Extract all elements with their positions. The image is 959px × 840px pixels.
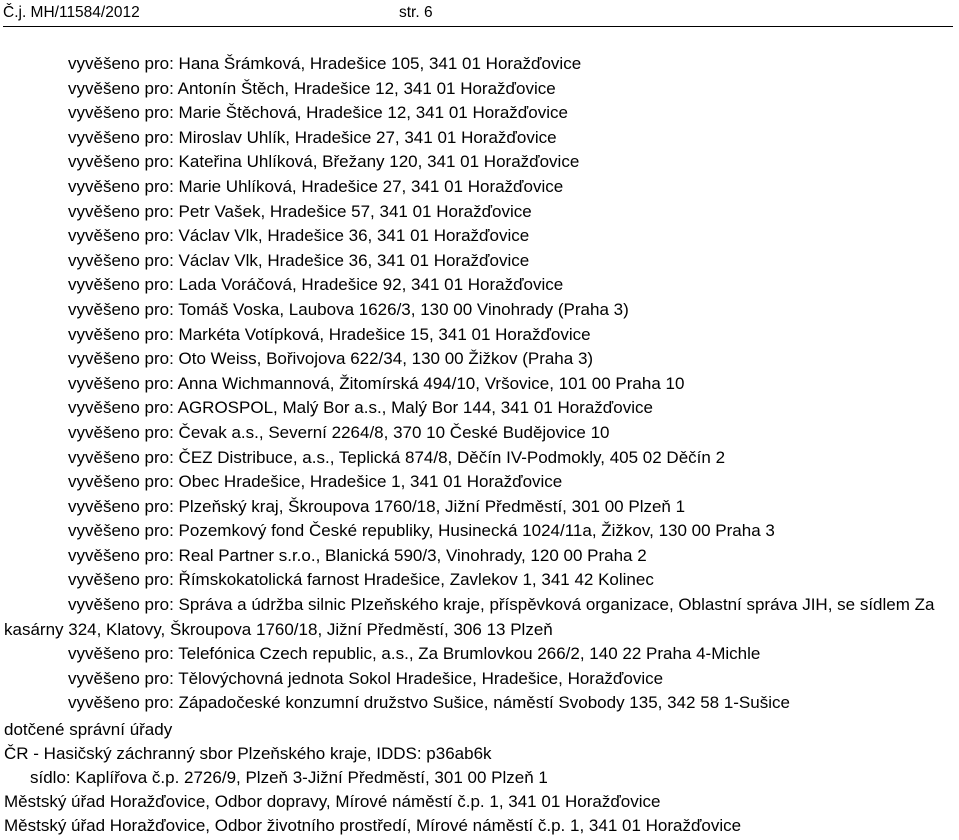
recipient-line: vyvěšeno pro: Plzeňský kraj, Škroupova 1760/18, Jižní Předměstí, 301 00 Plzeň 1	[68, 496, 686, 516]
recipient-line: vyvěšeno pro: Václav Vlk, Hradešice 36, 341 01 Horažďovice	[68, 226, 530, 246]
transport-department-entry: Městský úřad Horažďovice, Odbor dopravy, Mírové náměstí č.p. 1, 341 01 Horažďovice	[4, 792, 661, 811]
recipient-line: vyvěšeno pro: Západočeské konzumní družstvo Sušice, náměstí Svobody 135, 342 58 1-Sušice	[68, 693, 790, 713]
recipient-line: vyvěšeno pro: Pozemkový fond České republiky, Husinecká 1024/11a, Žižkov, 130 00 Praha 3	[68, 521, 775, 541]
recipient-line: vyvěšeno pro: Antonín Štěch, Hradešice 12, 341 01 Horažďovice	[68, 78, 556, 98]
authorities-section	[4, 718, 954, 838]
document-reference-number: Č.j. MH/11584/2012	[3, 4, 140, 21]
recipient-line: vyvěšeno pro: Hana Šrámková, Hradešice 105, 341 01 Horažďovice	[68, 54, 582, 73]
fire-service-address: sídlo: Kaplířova č.p. 2726/9, Plzeň 3-Jižní Předměstí, 301 00 Plzeň 1	[30, 768, 548, 787]
recipient-line: vyvěšeno pro: Real Partner s.r.o., Blanická 590/3, Vinohrady, 120 00 Praha 2	[68, 545, 647, 565]
fire-service-entry: ČR - Hasičský záchranný sbor Plzeňského kraje, IDDS: p36ab6k	[4, 744, 492, 763]
recipient-line: vyvěšeno pro: Římskokatolická farnost Hradešice, Zavlekov 1, 341 42 Kolinec	[68, 570, 654, 590]
recipient-line: vyvěšeno pro: Markéta Votípková, Hradešice 15, 341 01 Horažďovice	[68, 324, 591, 344]
header-divider	[3, 26, 953, 27]
recipient-line: vyvěšeno pro: AGROSPOL, Malý Bor a.s., Malý Bor 144, 341 01 Horažďovice	[68, 398, 653, 418]
page-number: str. 6	[399, 4, 433, 21]
environment-department-entry: Městský úřad Horažďovice, Odbor životního prostředí, Mírové náměstí č.p. 1, 341 01 Horažďovice	[4, 816, 742, 835]
recipient-line: vyvěšeno pro: Tělovýchovná jednota Sokol Hradešice, Hradešice, Horažďovice	[68, 668, 664, 688]
recipient-list	[0, 52, 959, 716]
recipient-line: vyvěšeno pro: Marie Uhlíková, Hradešice 27, 341 01 Horažďovice	[68, 176, 564, 196]
recipient-line: vyvěšeno pro: Kateřina Uhlíková, Břežany 120, 341 01 Horažďovice	[68, 152, 580, 172]
page-header	[3, 2, 953, 24]
recipient-line: vyvěšeno pro: Petr Vašek, Hradešice 57, 341 01 Horažďovice	[68, 201, 532, 221]
recipient-line: vyvěšeno pro: ČEZ Distribuce, a.s., Teplická 874/8, Děčín IV-Podmokly, 405 02 Děčín 2	[68, 447, 726, 467]
recipient-line: vyvěšeno pro: Čevak a.s., Severní 2264/8, 370 10 České Budějovice 10	[68, 422, 610, 442]
recipient-line: vyvěšeno pro: Telefónica Czech republic, a.s., Za Brumlovkou 266/2, 140 22 Praha 4-Michle	[68, 644, 761, 664]
recipient-line: vyvěšeno pro: Miroslav Uhlík, Hradešice 27, 341 01 Horažďovice	[68, 127, 557, 147]
recipient-line: vyvěšeno pro: Marie Štěchová, Hradešice 12, 341 01 Horažďovice	[68, 103, 568, 123]
recipient-line: vyvěšeno pro: Oto Weiss, Bořivojova 622/34, 130 00 Žižkov (Praha 3)	[68, 349, 594, 369]
recipient-line: vyvěšeno pro: Lada Voráčová, Hradešice 92, 341 01 Horažďovice	[68, 275, 564, 295]
recipient-line: vyvěšeno pro: Správa a údržba silnic Plzeňského kraje, příspěvková organizace, Oblastní správa JIH, se sídlem Za kasárny 324, Klatovy, Škroupova 1760/18, Jižní Předměstí, 306 13 Plzeň	[4, 595, 935, 639]
authorities-heading: dotčené správní úřady	[4, 720, 173, 739]
recipient-line: vyvěšeno pro: Obec Hradešice, Hradešice 1, 341 01 Horažďovice	[68, 472, 563, 492]
recipient-line: vyvěšeno pro: Václav Vlk, Hradešice 36, 341 01 Horažďovice	[68, 250, 530, 270]
recipient-line: vyvěšeno pro: Anna Wichmannová, Žitomírská 494/10, Vršovice, 101 00 Praha 10	[68, 373, 685, 393]
recipient-line: vyvěšeno pro: Tomáš Voska, Laubova 1626/3, 130 00 Vinohrady (Praha 3)	[68, 299, 629, 319]
